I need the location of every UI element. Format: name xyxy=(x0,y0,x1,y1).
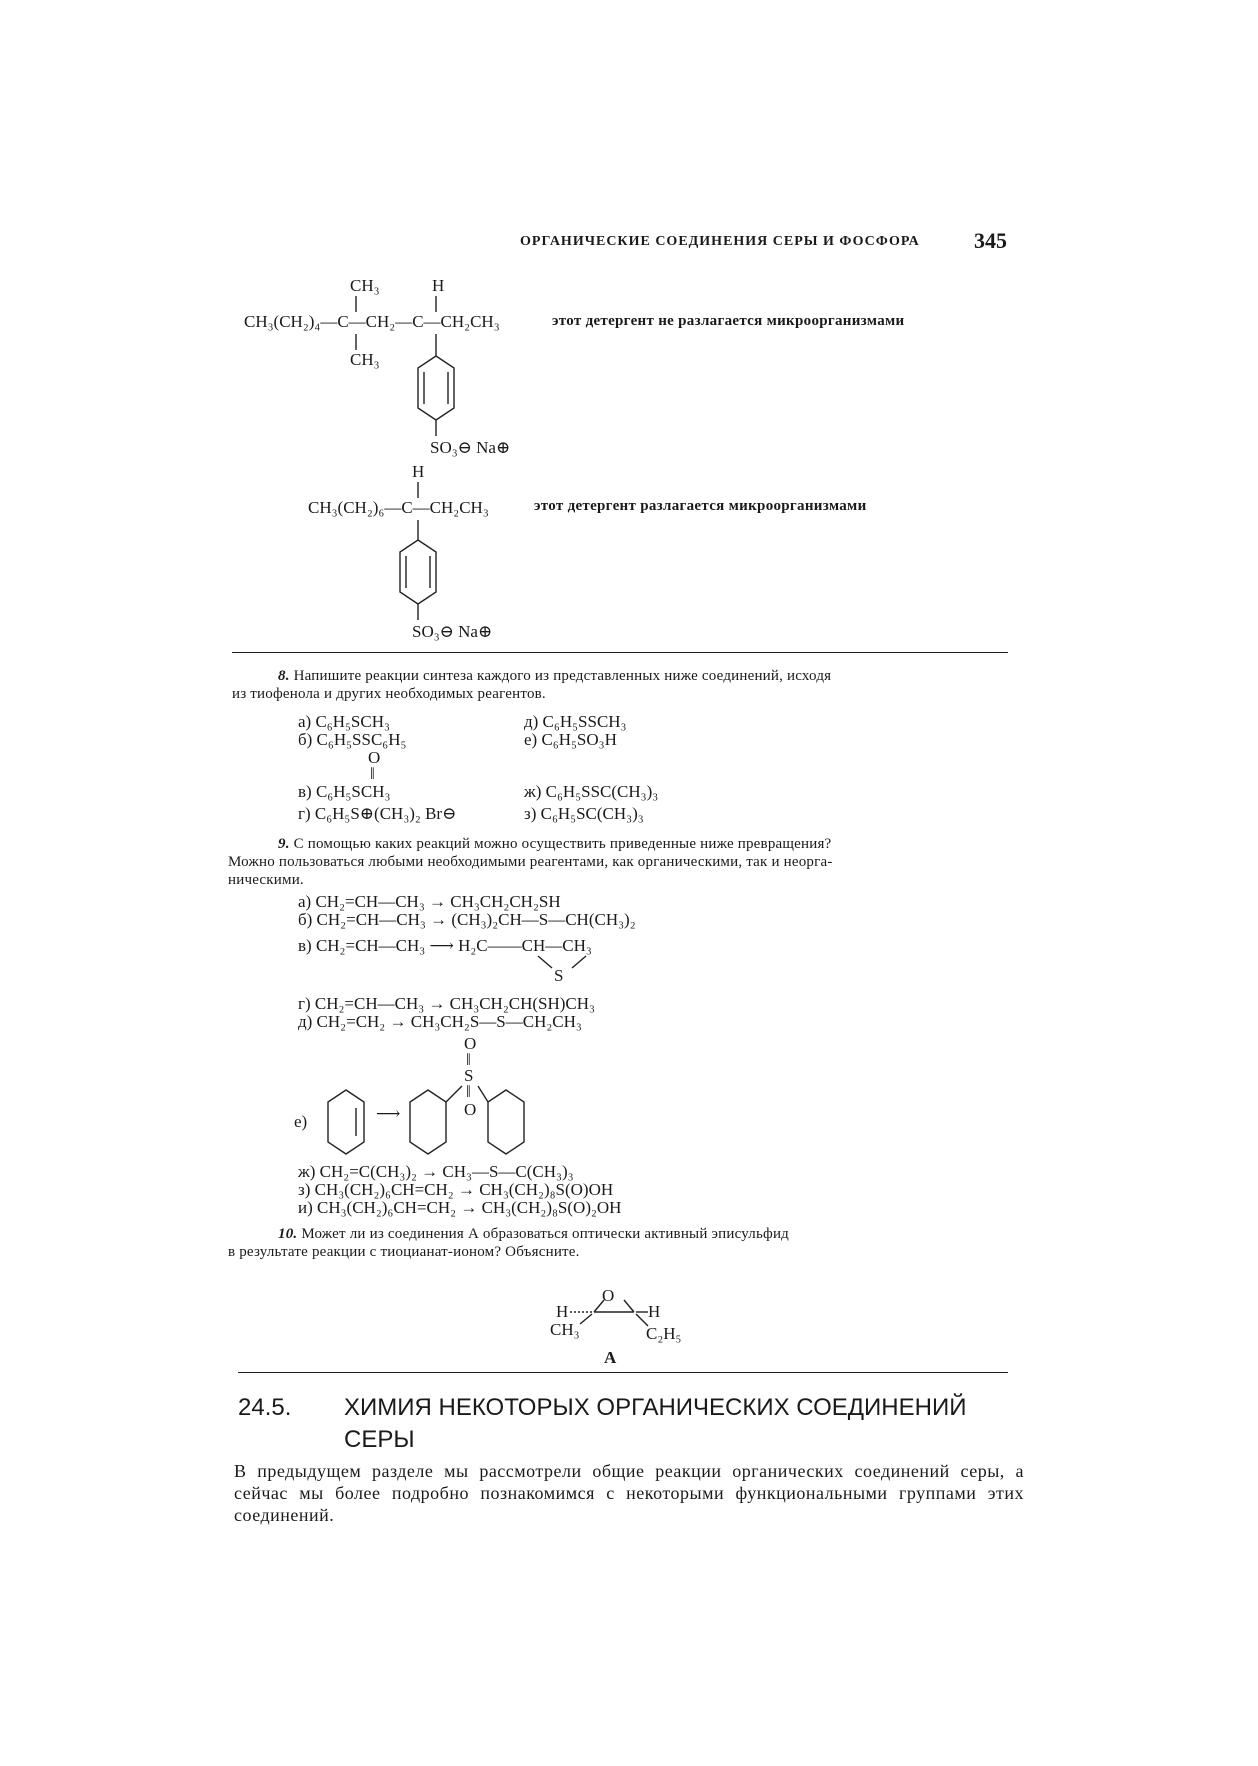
section-title-line-2: СЕРЫ xyxy=(344,1426,415,1453)
q10-text-1: Может ли из соединения А образоваться оптически активный эписульфид xyxy=(301,1226,790,1242)
q8-text-1: Напишите реакции синтеза каждого из представленных ниже соединений, исходя xyxy=(293,668,832,684)
page-number: 345 xyxy=(974,228,1007,253)
running-header: ОРГАНИЧЕСКИЕ СОЕДИНЕНИЯ СЕРЫ И ФОСФОРА xyxy=(520,234,920,249)
d2-note: этот детергент разлагается микроорганизмами xyxy=(534,498,867,514)
section-title-line-1: ХИМИЯ НЕКОТОРЫХ ОРГАНИЧЕСКИХ СОЕДИНЕНИЙ xyxy=(344,1394,967,1421)
compound-a-label: A xyxy=(604,1348,617,1367)
q9-item-zh: ж) CH₂=C(CH₃)₂ → CH₃—S—C(CH₃)₃ xyxy=(298,1162,574,1181)
d2-chain: CH₃(CH₂)₆—C—CH₂CH₃ xyxy=(308,498,489,517)
compound-a-oxygen: O xyxy=(602,1286,615,1305)
q8-item-d: д) C₆H₅SSCH₃ xyxy=(524,712,627,731)
q9-text-1: С помощью каких реакций можно осуществить приведенные ниже превращения? xyxy=(293,836,832,852)
d1-top-ch3: CH₃ xyxy=(350,276,380,295)
q8-double-bond: ‖ xyxy=(370,764,375,783)
q8-item-b: б) C₆H₅SSC₆H₅ xyxy=(298,730,407,749)
q9-e-oxygen-bottom: O xyxy=(464,1100,477,1119)
q9-item-a: а) CH₂=CH—CH₃ → CH₃CH₂CH₂SH xyxy=(298,892,561,911)
q10-text-2: в результате реакции с тиоцианат-ионом? Объясните. xyxy=(228,1244,580,1260)
q9-item-b: б) CH₂=CH—CH₃ → (CH₃)₂CH—S—CH(CH₃)₂ xyxy=(298,910,636,929)
q9-e-double-bond-top: ‖ xyxy=(466,1050,471,1069)
d2-sulfonate: SO₃⊖ Na⊕ xyxy=(412,622,493,641)
d1-sulfonate: SO₃⊖ Na⊕ xyxy=(430,438,511,457)
compound-a-h-right: H xyxy=(648,1302,661,1321)
q8-oxygen: O xyxy=(368,748,381,767)
q9-e-double-bond-bottom: ‖ xyxy=(466,1082,471,1101)
compound-a-ch3: CH₃ xyxy=(550,1320,580,1339)
section-intro-paragraph: В предыдущем разделе мы рассмотрели общие реакции органических соединений серы, а сейчас мы более подробно познакомимся с некоторыми функциональными группами этих соединений. xyxy=(234,1461,1024,1525)
q9-number: 9. xyxy=(278,836,290,852)
q9-item-v: в) CH₂=CH—CH₃ ⟶ H₂C——CH—CH₃ xyxy=(298,936,592,955)
d1-top-h: H xyxy=(432,276,445,295)
q8-item-zh: ж) C₆H₅SSC(CH₃)₃ xyxy=(524,782,659,801)
q9-v-sulfur: S xyxy=(554,966,564,985)
q8-number: 8. xyxy=(278,668,290,684)
compound-a-h-left: H xyxy=(556,1302,569,1321)
q8-item-v: в) C₆H₅SCH₃ xyxy=(298,782,391,801)
d1-note: этот детергент не разлагается микроорганизмами xyxy=(552,313,905,329)
q9-e-label: е) xyxy=(294,1112,308,1131)
d2-top-h: H xyxy=(412,462,425,481)
compound-a-c2h5: C₂H₅ xyxy=(646,1324,682,1343)
q9-item-z: з) CH₃(CH₂)₆CH=CH₂ → CH₃(CH₂)₈S(O)OH xyxy=(298,1180,614,1199)
q8-text-2: из тиофенола и других необходимых реагентов. xyxy=(232,686,546,702)
q10-number: 10. xyxy=(278,1226,298,1242)
q9-item-d: д) CH₂=CH₂ → CH₃CH₂S—S—CH₂CH₃ xyxy=(298,1012,582,1031)
q8-item-e: е) C₆H₅SO₃H xyxy=(524,730,617,749)
q9-e-oxygen-top: O xyxy=(464,1034,477,1053)
q9-text-3: ническими. xyxy=(228,872,304,888)
q9-text-2: Можно пользоваться любыми необходимыми реагентами, как органическими, так и неорга- xyxy=(228,854,833,870)
d1-chain: CH₃(CH₂)₄—C—CH₂—C—CH₂CH₃ xyxy=(244,312,500,331)
q9-e-arrow: ⟶ xyxy=(376,1104,401,1123)
q8-item-g: г) C₆H₅S⊕(CH₃)₂ Br⊖ xyxy=(298,804,457,823)
q8-item-z: з) C₆H₅SC(CH₃)₃ xyxy=(524,804,644,823)
q9-e-sulfur: S xyxy=(464,1066,474,1085)
q9-item-i: и) CH₃(CH₂)₆CH=CH₂ → CH₃(CH₂)₈S(O)₂OH xyxy=(298,1198,622,1217)
q8-item-a: а) C₆H₅SCH₃ xyxy=(298,712,390,731)
q9-item-g: г) CH₂=CH—CH₃ → CH₃CH₂CH(SH)CH₃ xyxy=(298,994,595,1013)
section-number: 24.5. xyxy=(238,1394,292,1421)
d1-bottom-ch3: CH₃ xyxy=(350,350,380,369)
divider-2 xyxy=(238,1372,1008,1373)
